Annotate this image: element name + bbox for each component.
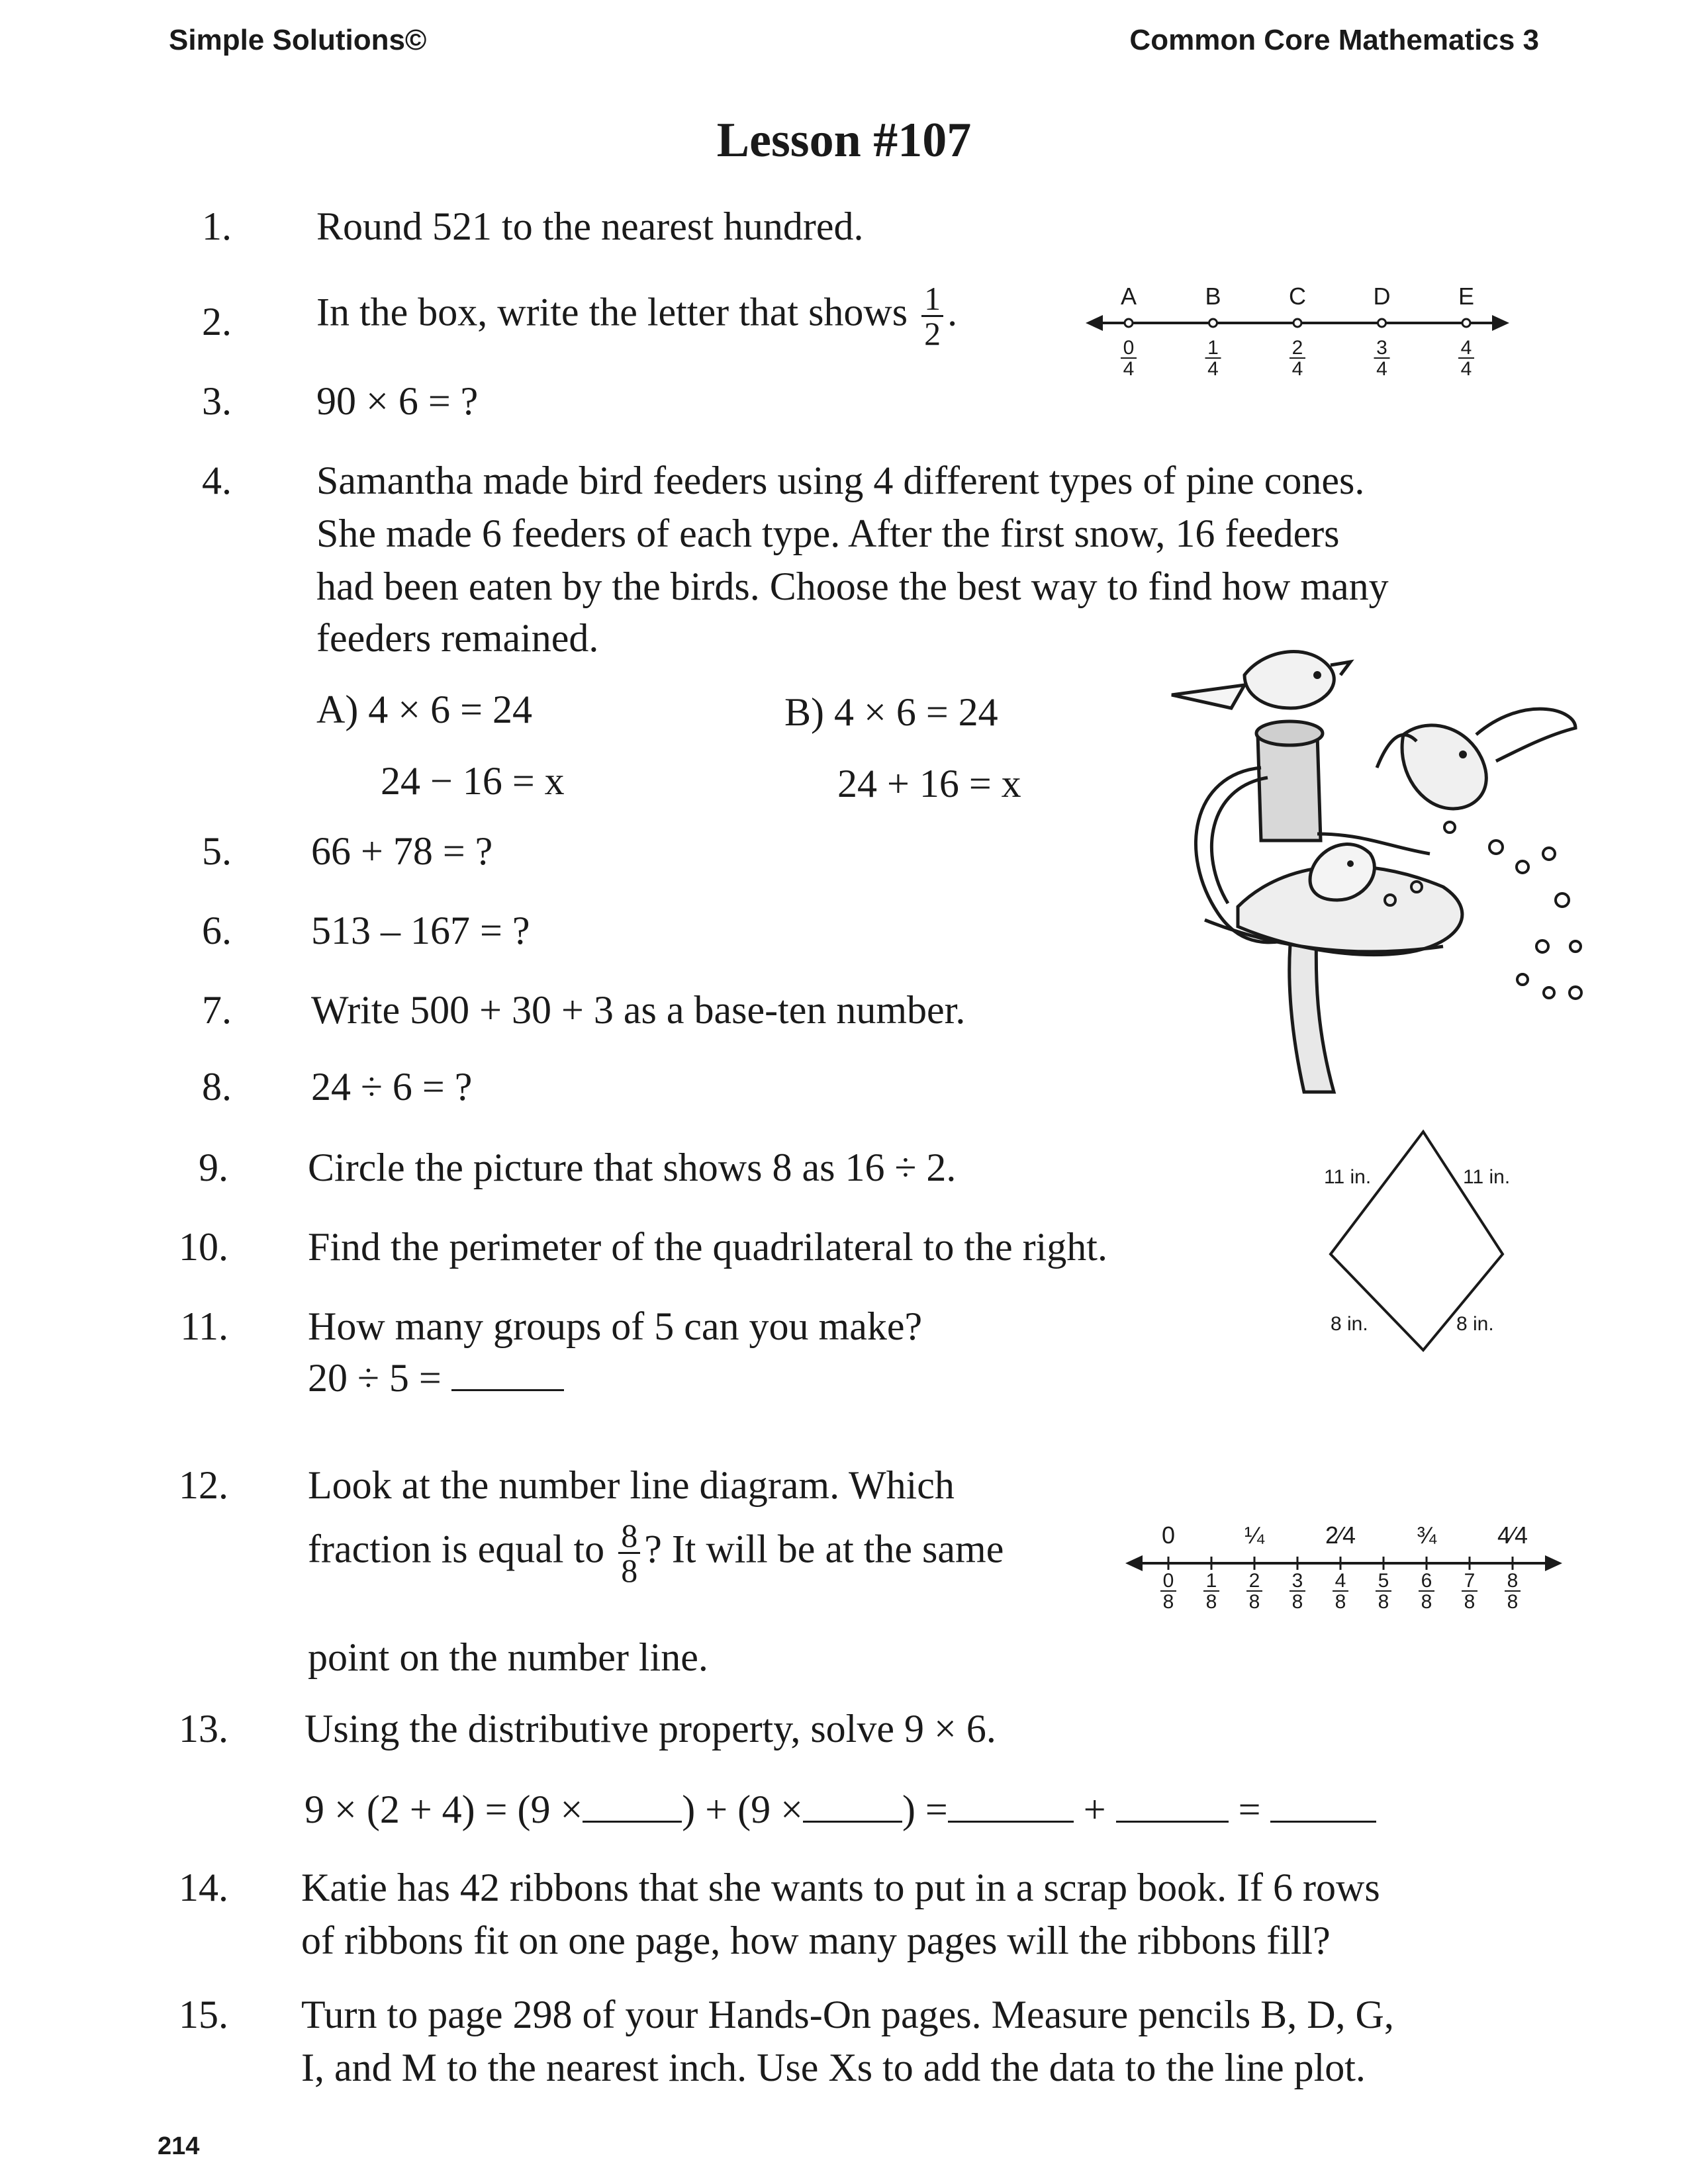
svg-text:3: 3 [1376, 337, 1387, 359]
svg-text:1: 1 [1205, 1570, 1217, 1592]
question-3-text: 90 × 6 = ? [316, 379, 479, 423]
top-label: 2⁄4 [1325, 1522, 1356, 1549]
point-letter: B [1205, 283, 1221, 310]
answer-blank[interactable] [1270, 1788, 1376, 1823]
page-number: 214 [158, 2132, 200, 2160]
svg-text:1: 1 [1207, 337, 1219, 359]
tick-fraction [1419, 1570, 1434, 1613]
svg-text:8: 8 [1205, 1591, 1217, 1613]
question-14-line: Katie has 42 ribbons that she wants to put in a scrap book. If 6 rows [301, 1866, 1380, 1909]
question-2-prompt: In the box, write the letter that shows [316, 290, 908, 334]
svg-text:0: 0 [1123, 337, 1135, 359]
question-number: 2. [202, 300, 232, 343]
tick-fraction [1160, 1570, 1176, 1613]
question-6-text: 513 – 167 = ? [311, 909, 530, 952]
tick-fraction [1376, 1570, 1391, 1613]
svg-text:8: 8 [1162, 1591, 1174, 1613]
svg-text:2: 2 [1291, 337, 1303, 359]
question-4-line: feeders remained. [316, 616, 599, 660]
question-number: 4. [202, 459, 232, 502]
question-13-text: Using the distributive property, solve 9 × 6. [305, 1707, 996, 1751]
tick-fraction [1289, 337, 1305, 380]
question-7-text: Write 500 + 30 + 3 as a base-ten number. [311, 988, 966, 1032]
option-b-line2: 24 + 16 = x [837, 762, 1021, 805]
svg-text:4: 4 [1291, 358, 1303, 380]
side-label: 8 in. [1331, 1313, 1368, 1335]
svg-text:4: 4 [1460, 337, 1472, 359]
answer-blank[interactable] [948, 1788, 1074, 1823]
tick-point [1293, 319, 1301, 327]
header-right: Common Core Mathematics 3 [1129, 24, 1539, 56]
question-14-line: of ribbons fit on one page, how many pages will the ribbons fill? [301, 1919, 1331, 1962]
tick-point [1378, 319, 1386, 327]
question-8-text: 24 ÷ 6 = ? [311, 1065, 473, 1109]
option-a-line2: 24 − 16 = x [381, 759, 565, 803]
question-number: 7. [202, 988, 232, 1032]
svg-text:4: 4 [1460, 358, 1472, 380]
svg-text:3: 3 [1291, 1570, 1303, 1592]
side-label: 11 in. [1463, 1166, 1511, 1188]
tick-point [1462, 319, 1470, 327]
question-2-text: In the box, write the letter that shows $\frac{1}{2}$ . [316, 280, 958, 352]
question-11-expression: 20 ÷ 5 = [308, 1355, 564, 1401]
question-4-line: Samantha made bird feeders using 4 different types of pine cones. [316, 459, 1365, 502]
svg-text:8: 8 [1291, 1591, 1303, 1613]
question-number: 13. [179, 1707, 228, 1751]
svg-text:8: 8 [1335, 1591, 1346, 1613]
quadrilateral-kite [1297, 1112, 1549, 1363]
tick-point [1125, 319, 1133, 327]
svg-text:4: 4 [1335, 1570, 1346, 1592]
svg-text:4: 4 [1207, 358, 1219, 380]
question-number: 5. [202, 829, 232, 873]
svg-text:8: 8 [1507, 1591, 1519, 1613]
top-label: ¾ [1416, 1522, 1437, 1549]
number-line-eighths [1125, 1516, 1562, 1621]
tick-fraction [1374, 337, 1390, 380]
question-10-text: Find the perimeter of the quadrilateral to the right. [308, 1225, 1107, 1269]
top-label: ¼ [1244, 1522, 1265, 1549]
point-letter: D [1373, 283, 1391, 310]
question-12-line1: Look at the number line diagram. Which [308, 1463, 955, 1507]
svg-text:0: 0 [1162, 1570, 1174, 1592]
top-label: 0 [1161, 1522, 1176, 1549]
svg-text:8: 8 [1421, 1591, 1432, 1613]
option-b-line1: B) 4 × 6 = 24 [784, 690, 998, 734]
svg-text:6: 6 [1421, 1570, 1432, 1592]
question-number: 3. [202, 379, 232, 423]
point-letter: E [1458, 283, 1475, 310]
answer-blank[interactable] [1116, 1788, 1229, 1823]
question-1-text: Round 521 to the nearest hundred. [316, 205, 864, 248]
answer-blank[interactable] [803, 1788, 902, 1823]
svg-text:2: 2 [1248, 1570, 1260, 1592]
question-number: 8. [202, 1065, 232, 1109]
question-5-text: 66 + 78 = ? [311, 829, 493, 873]
tick-fraction [1458, 337, 1474, 380]
question-4-line: She made 6 feeders of each type. After the first snow, 16 feeders [316, 512, 1340, 555]
question-number: 10. [179, 1225, 228, 1269]
svg-text:8: 8 [1507, 1570, 1519, 1592]
svg-text:5: 5 [1378, 1570, 1389, 1592]
point-letter: A [1120, 283, 1137, 310]
svg-text:4: 4 [1123, 358, 1135, 380]
tick-point [1209, 319, 1217, 327]
svg-text:4: 4 [1376, 358, 1387, 380]
question-12-line3: point on the number line. [308, 1635, 708, 1679]
question-11-text: How many groups of 5 can you make? [308, 1304, 923, 1348]
question-12-line2: fraction is equal to $\frac{8}{8}$ ? It will be at the same [308, 1517, 1004, 1589]
question-15-line: Turn to page 298 of your Hands-On pages. Measure pencils B, D, G, [301, 1993, 1394, 2036]
option-a-line1: A) 4 × 6 = 24 [316, 688, 532, 731]
lesson-title: Lesson #107 [716, 113, 972, 167]
answer-blank[interactable] [583, 1788, 682, 1823]
tick-fraction [1246, 1570, 1262, 1613]
tick-fraction [1505, 1570, 1521, 1613]
tick-fraction [1203, 1570, 1219, 1613]
tick-fraction [1205, 337, 1221, 380]
question-number: 6. [202, 909, 232, 952]
svg-text:8: 8 [1378, 1591, 1389, 1613]
top-label: 4⁄4 [1497, 1522, 1528, 1549]
point-letter: C [1289, 283, 1306, 310]
number-line-fourths [1086, 278, 1509, 397]
svg-text:8: 8 [1464, 1591, 1476, 1613]
question-4-line: had been eaten by the birds. Choose the best way to find how many [316, 565, 1389, 608]
question-number: 9. [199, 1146, 228, 1189]
tick-fraction [1121, 337, 1137, 380]
side-label: 11 in. [1324, 1166, 1372, 1188]
answer-blank[interactable] [451, 1356, 564, 1391]
question-number: 12. [179, 1463, 228, 1507]
tick-fraction [1462, 1570, 1477, 1613]
question-number: 11. [180, 1304, 228, 1348]
fraction-eight-eighths: $\frac{8}{8}$ [618, 1519, 640, 1587]
fraction-one-half: $\frac{1}{2}$ [921, 282, 943, 350]
question-number: 14. [179, 1866, 228, 1909]
question-number: 15. [179, 1993, 228, 2036]
svg-text:7: 7 [1464, 1570, 1476, 1592]
question-number: 1. [202, 205, 232, 248]
distributive-equation: 9 × (2 + 4) = (9 × ) + (9 × ) = + = [305, 1787, 1376, 1833]
bird-feeder-illustration [1152, 635, 1602, 1112]
header-left: Simple Solutions© [169, 24, 427, 56]
question-15-line: I, and M to the nearest inch. Use Xs to add the data to the line plot. [301, 2046, 1366, 2089]
svg-text:8: 8 [1248, 1591, 1260, 1613]
tick-fraction [1289, 1570, 1305, 1613]
side-label: 8 in. [1456, 1313, 1494, 1335]
question-9-text: Circle the picture that shows 8 as 16 ÷ 2. [308, 1146, 957, 1189]
tick-fraction [1333, 1570, 1348, 1613]
